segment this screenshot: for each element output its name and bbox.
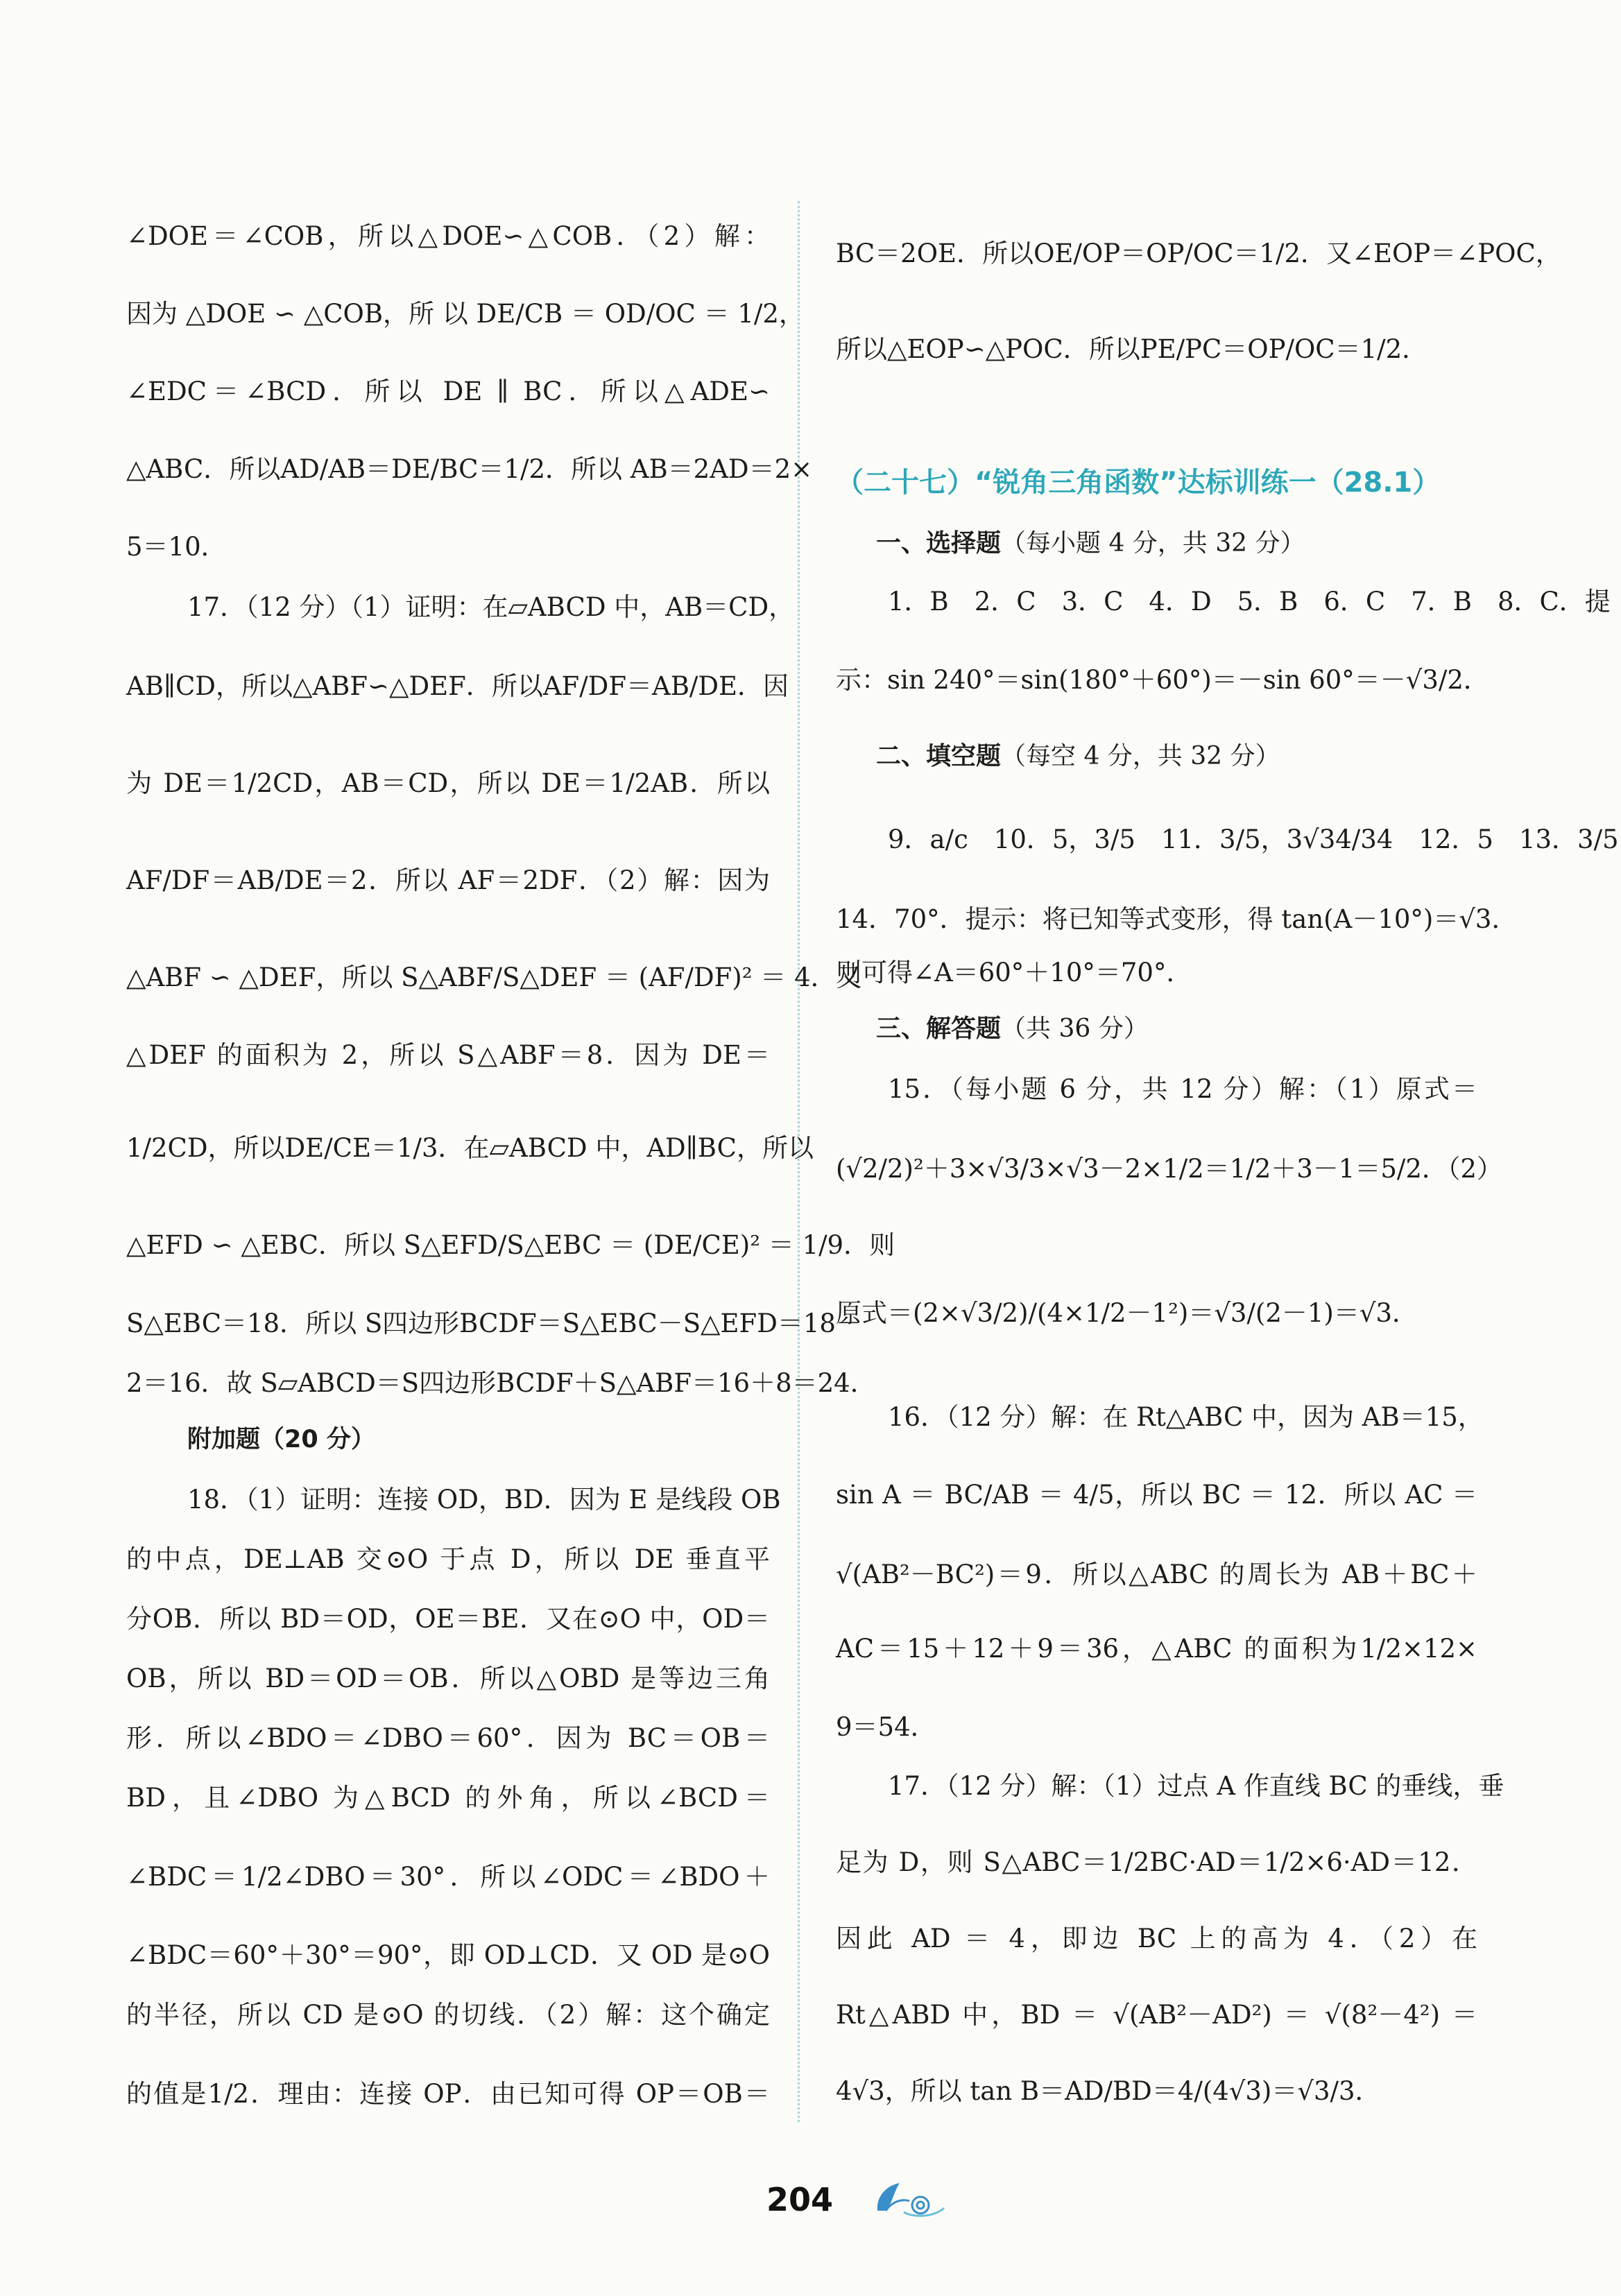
text-line: 2＝16．故 S▱ABCD＝S四边形BCDF＋S△ABF＝16＋8＝24． xyxy=(126,1368,876,1398)
choice-hint: 示：sin 240°＝sin(180°＋60°)＝－sin 60°＝－√3/2． xyxy=(836,665,1489,695)
text-line: △ABF ∽ △DEF，所以 S△ABF/S△DEF ＝ (AF/DF)² ＝ 4．又 xyxy=(126,963,862,992)
question-15: 15．（每小题 6 分，共 12 分）解：（1）原式＝ xyxy=(888,1074,1477,1104)
choice-heading-note: （每小题 4 分，共 32 分） xyxy=(1001,529,1305,558)
text-line: AB∥CD，所以△ABF∽△DEF．所以AF/DF＝AB/DE．因 xyxy=(126,671,789,701)
text-line: 1/2CD，所以DE/CE＝1/3．在▱ABCD 中，AD∥BC，所以 xyxy=(126,1133,814,1163)
page-number: 204 xyxy=(766,2181,834,2218)
section-title: （二十七）“锐角三角函数”达标训练一（28.1） xyxy=(836,467,1441,499)
text-line: 足为 D，则 S△ABC＝1/2BC·AD＝1/2×6·AD＝12． xyxy=(836,1847,1477,1877)
text-line: S△EBC＝18．所以 S四边形BCDF＝S△EBC－S△EFD＝18－ xyxy=(126,1309,861,1338)
text-line: AC＝15＋12＋9＝36，△ABC 的面积为1/2×12× xyxy=(836,1634,1477,1664)
choice-heading xyxy=(876,526,1477,562)
text-line: 4√3，所以 tan B＝AD/BD＝4/(4√3)＝√3/3． xyxy=(836,2076,1381,2106)
text-line: BC＝2OE．所以OE/OP＝OP/OC＝1/2．又∠EOP＝∠POC， xyxy=(836,239,1561,268)
fill-heading-note: （每空 4 分，共 32 分） xyxy=(1001,742,1280,770)
text-line: 9＝54． xyxy=(836,1712,936,1742)
text-line: √(AB²－BC²)＝9．所以△ABC 的周长为 AB＋BC＋ xyxy=(836,1560,1477,1589)
text-line: △EFD ∽ △EBC．所以 S△EFD/S△EBC ＝ (DE/CE)² ＝ 1/9．则 xyxy=(126,1230,895,1260)
question-14: 14．70°．提示：将已知等式变形，得 tan(A－10°)＝√3． xyxy=(836,904,1518,934)
question-17: 17．（12 分）（1）证明：在▱ABCD 中，AB＝CD， xyxy=(187,592,795,622)
text-line: 的半径，所以 CD 是⊙O 的切线．（2）解：这个确定 xyxy=(126,2000,770,2030)
text-line: △DEF 的面积为 2，所以 S△ABF＝8．因为 DE＝ xyxy=(126,1040,770,1070)
text-line: ∠DOE＝∠COB，所以△DOE∽△COB．（2）解： xyxy=(126,221,770,251)
bonus-heading: 附加题（20 分） xyxy=(187,1426,375,1453)
solve-heading xyxy=(876,1011,1477,1047)
text-line: 因为 △DOE ∽ △COB，所 以 DE/CB ＝ OD/OC ＝ 1/2， xyxy=(126,299,805,329)
question-14-cont: 则可得∠A＝60°＋10°＝70°． xyxy=(836,958,1192,987)
solve-heading-note: （共 36 分） xyxy=(1001,1015,1149,1043)
text-line: △ABC．所以AD/AB＝DE/BC＝1/2．所以 AB＝2AD＝2× xyxy=(126,454,813,484)
text-line: AF/DF＝AB/DE＝2．所以 AF＝2DF．（2）解：因为 xyxy=(126,865,770,895)
fill-heading-label: 二、填空题 xyxy=(876,742,1002,770)
text-line: 形．所以∠BDO＝∠DBO＝60°．因为 BC＝OB＝ xyxy=(126,1723,770,1753)
question-17: 17．（12 分）解：（1）过点 A 作直线 BC 的垂线，垂 xyxy=(888,1771,1504,1801)
fill-heading xyxy=(876,739,1477,775)
text-line: 因此 AD ＝ 4，即边 BC 上的高为 4．（2）在 xyxy=(836,1924,1477,1953)
text-line: ∠BDC＝1/2∠DBO＝30°．所以∠ODC＝∠BDO＋ xyxy=(126,1862,770,1892)
choice-answers: 1．B 2．C 3．C 4．D 5．B 6．C 7．B 8．C．提 xyxy=(888,587,1611,616)
choice-heading-label: 一、选择题 xyxy=(876,529,1002,558)
text-line: 原式＝(2×√3/2)/(4×1/2－1²)＝√3/(2－1)＝√3． xyxy=(836,1298,1418,1328)
text-line: 所以△EOP∽△POC．所以PE/PC＝OP/OC＝1/2． xyxy=(836,334,1428,364)
solve-heading-label: 三、解答题 xyxy=(876,1015,1002,1043)
question-16: 16．（12 分）解：在 Rt△ABC 中，因为 AB＝15， xyxy=(888,1402,1484,1432)
text-line: OB，所以 BD＝OD＝OB．所以△OBD 是等边三角 xyxy=(126,1664,770,1693)
text-line: BD，且∠DBO 为△BCD 的外角，所以∠BCD＝ xyxy=(126,1783,770,1813)
text-line: Rt△ABD 中，BD ＝ √(AB²－AD²) ＝ √(8²－4²) ＝ xyxy=(836,2000,1477,2030)
fill-answers: 9．a/c 10．5，3/5 11．3/5，3√34/34 12．5 13．3/5 xyxy=(888,825,1619,854)
text-line: (√2/2)²＋3×√3/3×√3－2×1/2＝1/2＋3－1＝5/2．（2） xyxy=(836,1154,1502,1184)
leaf-swirl-icon xyxy=(870,2177,954,2219)
text-line: ∠EDC＝∠BCD．所以 DE ∥ BC．所以△ADE∽ xyxy=(126,377,770,406)
text-line: 的中点，DE⊥AB 交⊙O 于点 D，所以 DE 垂直平 xyxy=(126,1544,770,1574)
text-line: 为 DE＝1/2CD，AB＝CD，所以 DE＝1/2AB．所以 xyxy=(126,768,770,798)
question-18: 18．（1）证明：连接 OD，BD．因为 E 是线段 OB xyxy=(187,1485,781,1514)
text-line: sin A ＝ BC/AB ＝ 4/5，所以 BC ＝ 12．所以 AC ＝ xyxy=(836,1480,1477,1510)
text-line: 的值是1/2．理由：连接 OP．由已知可得 OP＝OB＝ xyxy=(126,2079,770,2109)
text-line: ∠BDC＝60°＋30°＝90°，即 OD⊥CD．又 OD 是⊙O xyxy=(126,1940,770,1970)
text-line: 分OB．所以 BD＝OD，OE＝BE．又在⊙O 中，OD＝ xyxy=(126,1604,770,1634)
text-line: 5＝10． xyxy=(126,532,227,562)
